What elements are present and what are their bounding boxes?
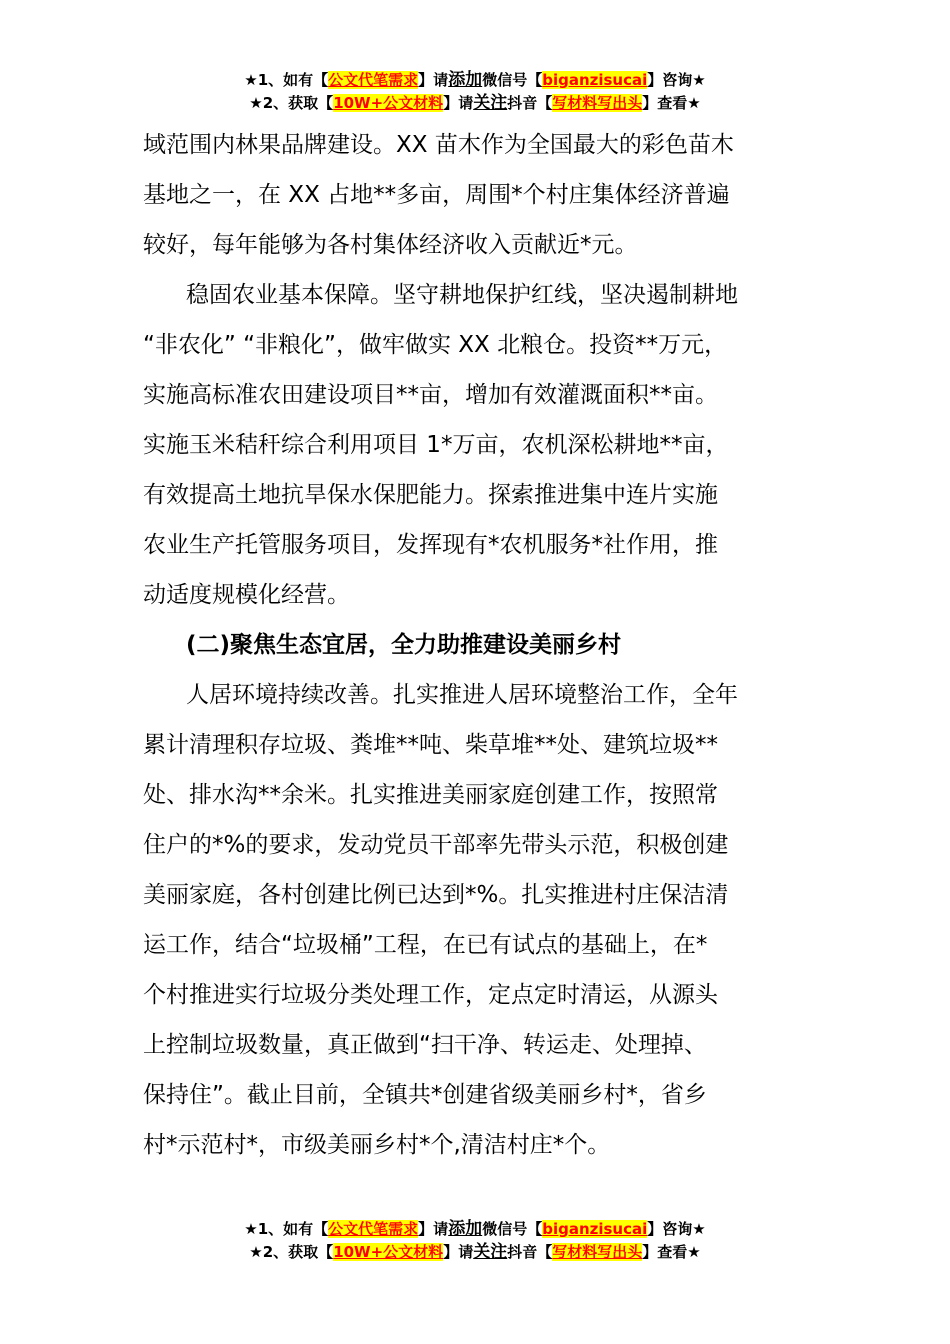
text-line: 动适度规模化经营。 (143, 582, 350, 608)
banner-line-1: ★1、如有【公文代笔需求】请添加微信号【biganzisucai】咨询★ (244, 70, 706, 90)
text-line: 累计清理积存垃圾、粪堆**吨、柴草堆**处、建筑垃圾** (143, 732, 718, 758)
text-line: 住户的*%的要求，发动党员干部率先带头示范，积极创建 (143, 832, 729, 858)
section-heading: (二)聚焦生态宜居，全力助推建设美丽乡村 (186, 632, 622, 658)
banner-line-2: ★2、获取【10W+公文材料】请关注抖音【写材料写出头】查看★ (249, 1242, 701, 1262)
text-line: 域范围内林果品牌建设。XX 苗木作为全国最大的彩色苗木 (143, 132, 734, 158)
text-line: 运工作，结合“垃圾桶”工程，在已有试点的基础上，在* (143, 932, 708, 958)
promo-banner-top (0, 69, 950, 115)
text-line: 农业生产托管服务项目，发挥现有*农机服务*社作用，推 (143, 532, 718, 558)
text-line: 保持住”。截止目前，全镇共*创建省级美丽乡村*，省乡 (143, 1082, 707, 1108)
text-line: 稳固农业基本保障。坚守耕地保护红线，坚决遏制耕地 (186, 282, 738, 308)
text-line: “非农化” “非粮化”，做牢做实 XX 北粮仓。投资**万元， (143, 332, 728, 358)
text-line: 上控制垃圾数量，真正做到“扫干净、转运走、处理掉、 (143, 1032, 707, 1058)
text-line: 基地之一，在 XX 占地**多亩，周围*个村庄集体经济普遍 (143, 182, 730, 208)
banner-line-1: ★1、如有【公文代笔需求】请添加微信号【biganzisucai】咨询★ (244, 1219, 706, 1239)
text-line: 人居环境持续改善。扎实推进人居环境整治工作，全年 (186, 682, 738, 708)
text-line: 实施玉米秸秆综合利用项目 1*万亩，农机深松耕地**亩， (143, 432, 729, 458)
text-line: 村*示范村*，市级美丽乡村*个,清洁村庄*个。 (143, 1132, 611, 1158)
banner-line-2: ★2、获取【10W+公文材料】请关注抖音【写材料写出头】查看★ (249, 93, 701, 113)
text-line: 处、排水沟**余米。扎实推进美丽家庭创建工作，按照常 (143, 782, 718, 808)
text-line: 较好，每年能够为各村集体经济收入贡献近*元。 (143, 232, 638, 258)
text-line: 实施高标准农田建设项目**亩，增加有效灌溉面积**亩。 (143, 382, 718, 408)
text-line: 有效提高土地抗旱保水保肥能力。探索推进集中连片实施 (143, 482, 718, 508)
text-line: 个村推进实行垃圾分类处理工作，定点定时清运，从源头 (143, 982, 718, 1008)
promo-banner-bottom (0, 1218, 950, 1264)
text-line: 美丽家庭，各村创建比例已达到*%。扎实推进村庄保洁清 (143, 882, 729, 908)
